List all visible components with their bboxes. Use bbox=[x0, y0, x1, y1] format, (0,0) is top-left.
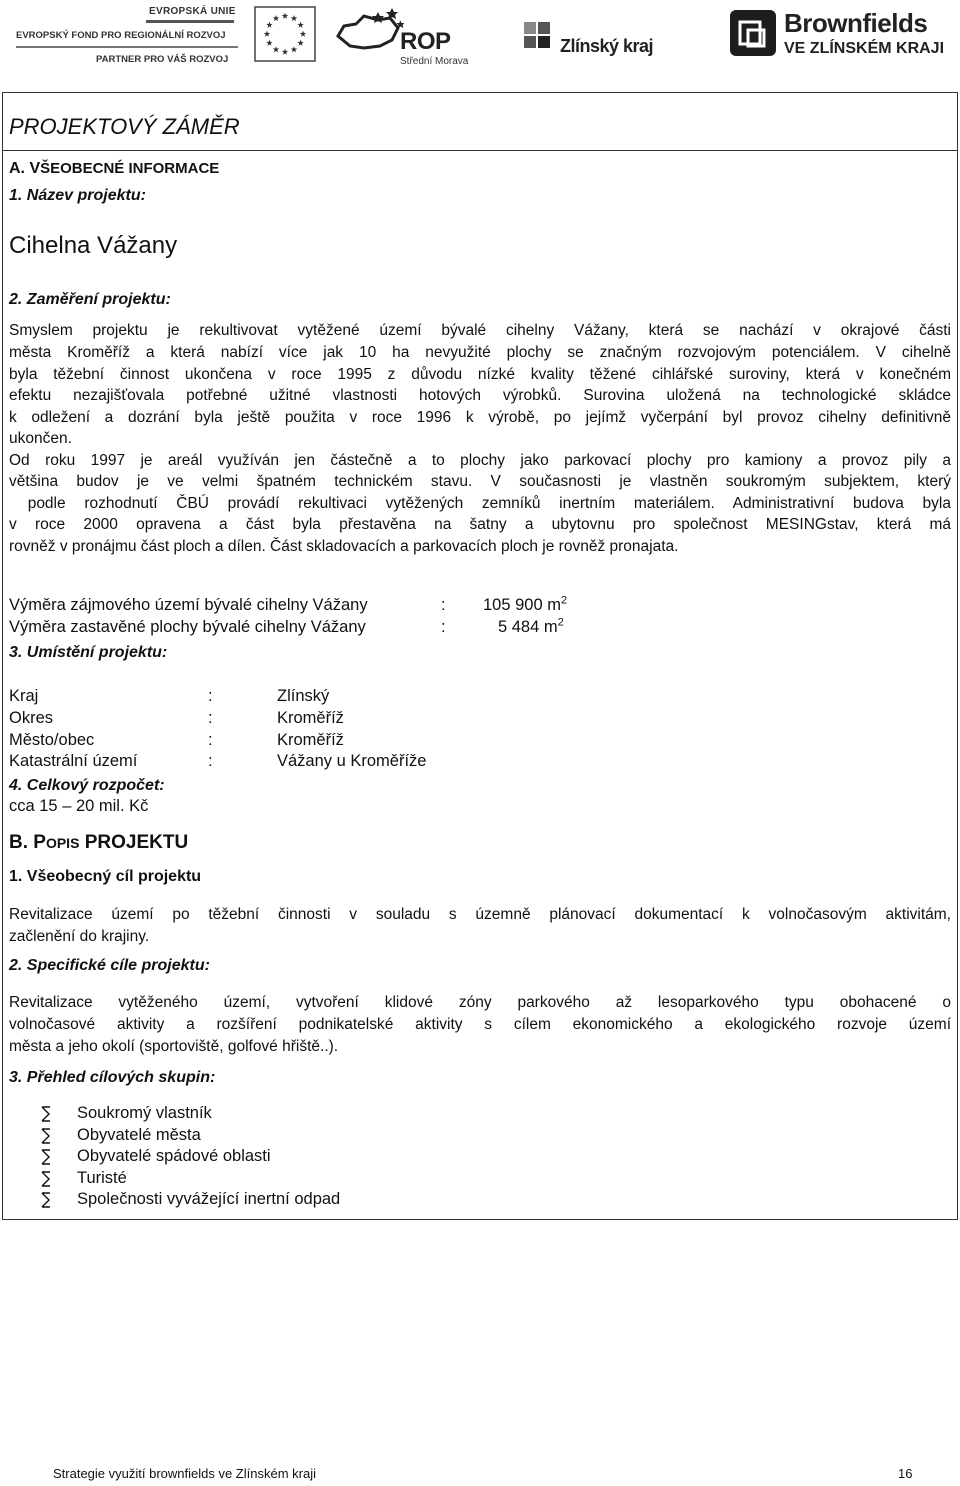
eu-fund-label: EVROPSKÝ FOND PRO REGIONÁLNÍ ROZVOJ bbox=[16, 30, 226, 41]
bullet-icon bbox=[40, 1106, 52, 1122]
brownfields-logo bbox=[730, 10, 955, 62]
bullet-icon bbox=[40, 1149, 52, 1165]
zlinsky-kraj-label: Zlínský kraj bbox=[560, 36, 654, 56]
goal-line: začlenění do krajiny. bbox=[9, 928, 150, 945]
page-number: 16 bbox=[898, 1466, 913, 1481]
logo-divider bbox=[146, 20, 234, 23]
focus-line: Od roku 1997 je areál využíván jen částečně a to plochy jako parkovací plochy pro kamiony a provoz pily a bbox=[9, 452, 951, 469]
location-label: Katastrální území bbox=[9, 752, 138, 770]
eu-fund-logo bbox=[16, 4, 236, 64]
list-item: Soukromý vlastník bbox=[77, 1104, 212, 1122]
specific-goal-line: Revitalizace vytěženého území, vytvoření klidové zóny parkového až lesoparkového typu obohacené o bbox=[9, 994, 951, 1011]
area-total-label: Výměra zájmového území bývalé cihelny Vážany bbox=[9, 596, 368, 614]
location-value: Vážany u Kroměříže bbox=[277, 752, 427, 770]
heading-general-goal: 1. Všeobecný cíl projektu bbox=[9, 868, 202, 885]
bullet-icon bbox=[40, 1171, 52, 1187]
focus-line: ukončen. bbox=[9, 430, 72, 447]
area-total-colon: : bbox=[441, 596, 446, 614]
heading-specific-goals: 2. Specifické cíle projektu: bbox=[9, 957, 210, 974]
location-colon: : bbox=[208, 731, 213, 749]
location-value: Kroměříž bbox=[277, 709, 344, 727]
heading-target-groups: 3. Přehled cílových skupin: bbox=[9, 1069, 216, 1086]
bullet-icon bbox=[40, 1128, 52, 1144]
location-colon: : bbox=[208, 709, 213, 727]
heading-budget: 4. Celkový rozpočet: bbox=[9, 777, 165, 794]
list-item: Obyvatelé spádové oblasti bbox=[77, 1147, 271, 1165]
heading-project-location: 3. Umístění projektu: bbox=[9, 644, 168, 661]
focus-line: města Kroměříž a která nabízí více jak 10 ha nevyužité plochy se značným rozvojovým potenciálem. V cihelně bbox=[9, 344, 951, 361]
footer-title: Strategie využití brownfields ve Zlínském kraji bbox=[53, 1466, 316, 1481]
goal-line: Revitalizace území po těžební činnosti v souladu s územně plánovací dokumentací k volnočasovým aktivitám, bbox=[9, 906, 951, 923]
heading-project-name: 1. Název projektu: bbox=[9, 187, 146, 204]
area-built-label: Výměra zastavěné plochy bývalé cihelny Vážany bbox=[9, 618, 366, 636]
rop-title: ROP bbox=[400, 28, 451, 55]
focus-line: většina budov je ve velmi špatném technickém stavu. V současnosti je vlastněn soukromým subjektem, který bbox=[9, 473, 951, 490]
specific-goal-line: města a jeho okolí (sportoviště, golfové hřiště..). bbox=[9, 1038, 339, 1055]
focus-line: efektu nezajišťovala potřebné užitné vlastnosti hotových výrobků. Surovina uložená na technologické skládce bbox=[9, 387, 951, 404]
list-item: Obyvatelé města bbox=[77, 1126, 201, 1144]
zlinsky-kraj-logo bbox=[518, 18, 678, 58]
rop-subtitle: Střední Morava bbox=[400, 56, 469, 67]
section-a-heading: A. VŠEOBECNÉ INFORMACE bbox=[9, 160, 220, 177]
focus-line: byla těžební činnost ukončena v roce 1995 z důvodu nízké kvality těžené cihlářské suroviny, která v konečném bbox=[9, 366, 951, 383]
eu-label: EVROPSKÁ UNIE bbox=[149, 6, 236, 17]
location-colon: : bbox=[208, 752, 213, 770]
focus-line: podle rozhodnutí ČBÚ provádí rekultivaci vytěžených zemníků inertním materiálem. Administrativní budova byla bbox=[9, 495, 951, 512]
rop-logo bbox=[334, 6, 484, 66]
list-item: Společnosti vyvážející inertní odpad bbox=[77, 1190, 341, 1208]
location-value: Zlínský bbox=[277, 687, 330, 705]
area-built-colon: : bbox=[441, 618, 446, 636]
brownfields-title: Brownfields bbox=[784, 8, 928, 38]
location-colon: : bbox=[208, 687, 213, 705]
brownfields-emblem-icon bbox=[730, 10, 776, 56]
eu-flag-icon bbox=[254, 6, 316, 62]
section-b-heading: B. POPIS PROJEKTU bbox=[9, 832, 189, 853]
content-frame bbox=[2, 150, 958, 1220]
bullet-icon bbox=[40, 1192, 52, 1208]
budget-value: cca 15 – 20 mil. Kč bbox=[9, 797, 149, 815]
header-logos bbox=[0, 0, 960, 80]
document-title: PROJEKTOVÝ ZÁMĚR bbox=[9, 114, 240, 139]
heading-project-focus: 2. Zaměření projektu: bbox=[9, 291, 171, 308]
focus-line: v roce 2000 opravena a část byla přestavěna na šatny a ubytovnu pro společnost MESINGstav, která má bbox=[9, 516, 951, 533]
focus-line: k odležení a dozrání byla ještě použita v roce 1996 k výrobě, po jejímž vyčerpání byl provoz cihelny definitivně bbox=[9, 409, 951, 426]
area-total-value: 105 900 $m^2$ bbox=[483, 594, 568, 614]
location-label: Kraj bbox=[9, 687, 39, 705]
logo-divider bbox=[16, 46, 238, 48]
project-name: Cihelna Vážany bbox=[9, 232, 178, 259]
eu-partner-label: PARTNER PRO VÁŠ ROZVOJ bbox=[96, 54, 229, 65]
list-item: Turisté bbox=[77, 1169, 127, 1187]
focus-line: Smyslem projektu je rekultivovat vytěžené území bývalé cihelny Vážany, která se nachází v okrajové části bbox=[9, 322, 951, 339]
area-built-value: 5 484 $m^2$ bbox=[498, 616, 564, 636]
specific-goal-line: volnočasové aktivity a rozšíření podnikatelské aktivity s cílem ekonomického a ekologického rozvoje území bbox=[9, 1016, 951, 1033]
location-label: Město/obec bbox=[9, 731, 95, 749]
brownfields-subtitle: VE ZLÍNSKÉM KRAJI bbox=[784, 40, 945, 57]
location-label: Okres bbox=[9, 709, 54, 727]
location-value: Kroměříž bbox=[277, 731, 344, 749]
focus-line: rovněž v pronájmu část ploch a dílen. Část skladovacích a parkovacích ploch je rovněž pronajata. bbox=[9, 538, 679, 555]
